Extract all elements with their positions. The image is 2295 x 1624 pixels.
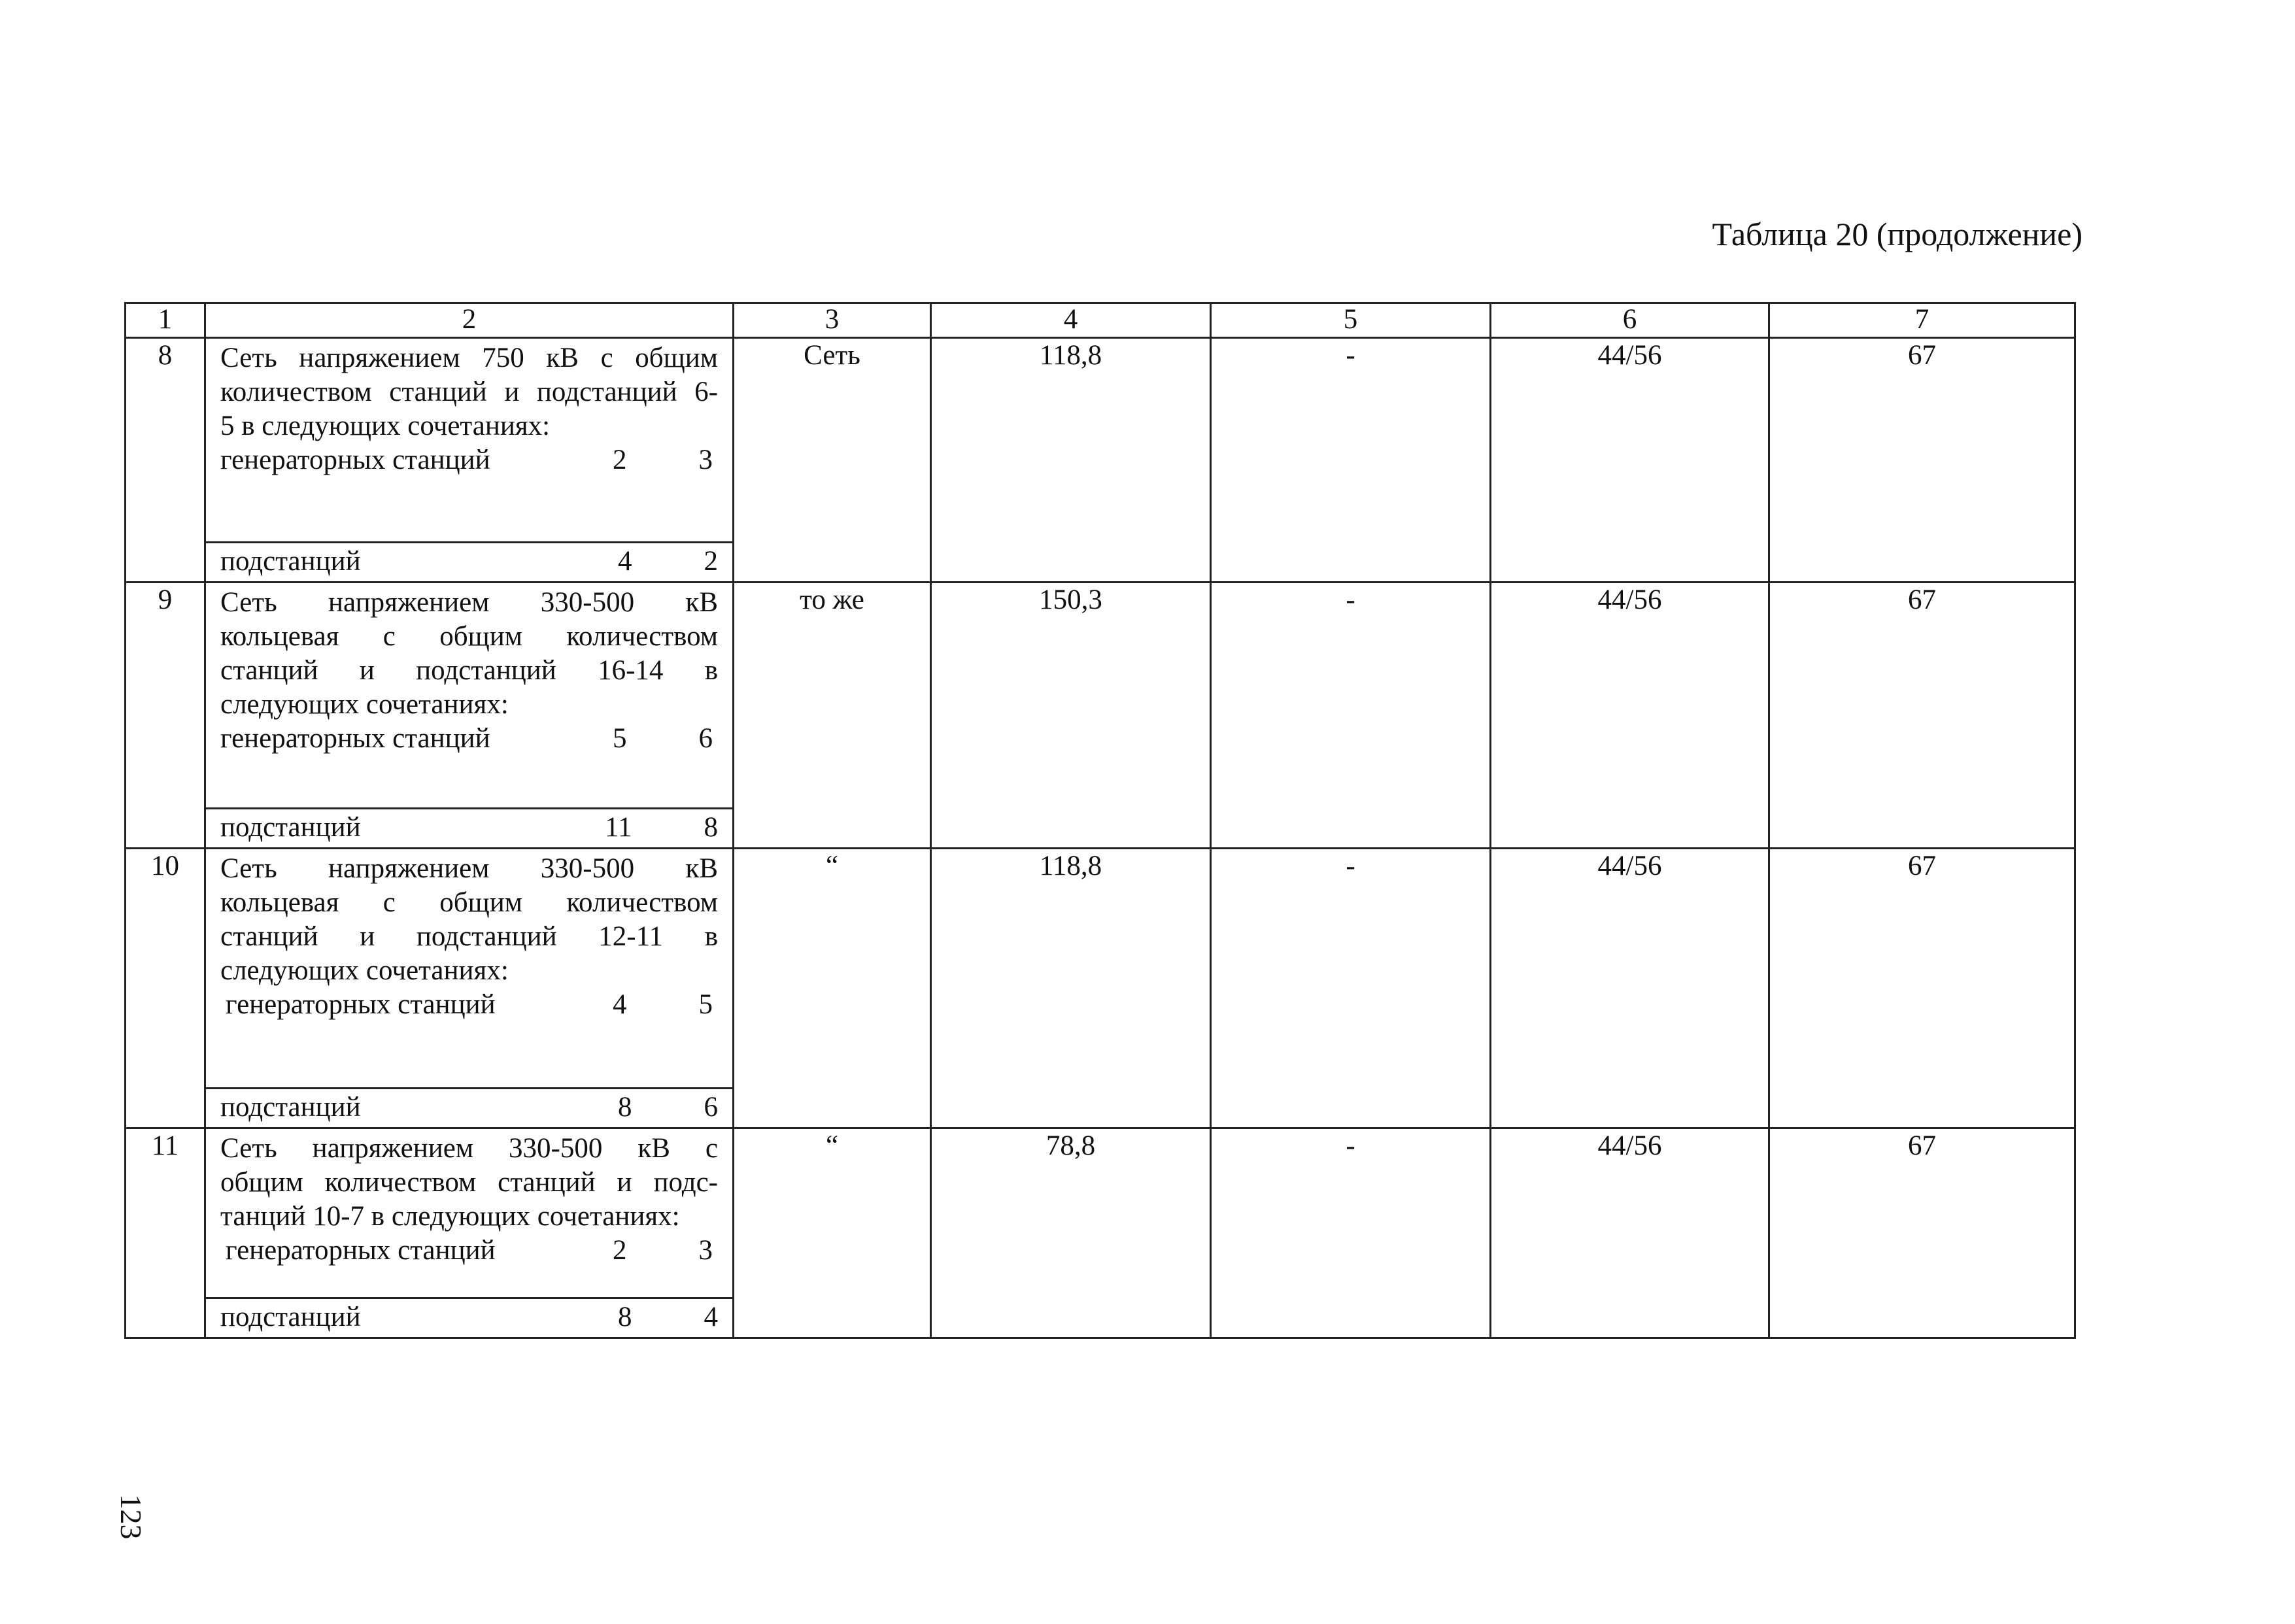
table-row xyxy=(126,1128,2075,1338)
header-col-5: 5 xyxy=(1211,303,1491,338)
header-col-7: 7 xyxy=(1769,303,2075,338)
cell-col-7: 67 xyxy=(1769,338,2075,583)
generator-combination xyxy=(220,722,718,756)
header-col-1: 1 xyxy=(126,303,205,338)
generator-combination xyxy=(220,443,718,477)
data-table xyxy=(124,302,2076,1339)
cell-col-5: - xyxy=(1211,338,1491,583)
page-number: 123 xyxy=(114,1494,148,1540)
row-number: 8 xyxy=(126,338,205,583)
substation-value-a: 4 xyxy=(618,546,632,577)
generator-value-b: 3 xyxy=(698,445,713,475)
header-row xyxy=(126,303,2075,338)
desc-line: станций и подстанций 16-14 в xyxy=(220,655,718,686)
cell-col-4: 118,8 xyxy=(931,849,1211,1128)
cell-col-7: 67 xyxy=(1769,849,2075,1128)
substation-label: подстанций xyxy=(220,1302,361,1332)
generator-label: генераторных станций xyxy=(220,723,490,754)
table-row xyxy=(126,338,2075,583)
generator-value-a: 2 xyxy=(613,445,627,475)
cell-col-3: то же xyxy=(734,583,931,849)
desc-line: кольцевая с общим количеством xyxy=(220,621,718,652)
generator-value-a: 2 xyxy=(613,1235,627,1266)
cell-col-6: 44/56 xyxy=(1491,338,1769,583)
header-col-4: 4 xyxy=(931,303,1211,338)
cell-col-4: 150,3 xyxy=(931,583,1211,849)
cell-col-5: - xyxy=(1211,1128,1491,1338)
substation-value-b: 8 xyxy=(704,812,718,843)
cell-col-7: 67 xyxy=(1769,1128,2075,1338)
header-col-6: 6 xyxy=(1491,303,1769,338)
row-number: 10 xyxy=(126,849,205,1128)
substation-label: подстанций xyxy=(220,812,361,843)
generator-label: генераторных станций xyxy=(226,989,496,1020)
table-caption: Таблица 20 (продолжение) xyxy=(1712,216,2082,252)
cell-col-3: “ xyxy=(734,849,931,1128)
desc-line: Сеть напряжением 330-500 кВ xyxy=(220,853,718,884)
generator-value-b: 5 xyxy=(698,989,713,1020)
desc-line: Сеть напряжением 330-500 кВ xyxy=(220,587,718,618)
substation-value-b: 6 xyxy=(704,1092,718,1123)
generator-value-b: 3 xyxy=(698,1235,713,1266)
substation-value-a: 11 xyxy=(605,812,632,843)
generator-combination xyxy=(220,1234,718,1268)
cell-col-6: 44/56 xyxy=(1491,1128,1769,1338)
desc-line: количеством станций и подстанций 6- xyxy=(220,377,718,407)
substation-value-a: 8 xyxy=(618,1092,632,1123)
desc-line: станций и подстанций 12-11 в xyxy=(220,921,718,952)
generator-label: генераторных станций xyxy=(226,1235,496,1266)
desc-line: кольцевая с общим количеством xyxy=(220,887,718,918)
generator-value-a: 5 xyxy=(613,723,627,754)
cell-col-5: - xyxy=(1211,849,1491,1128)
substation-combination xyxy=(206,541,732,581)
generator-combination xyxy=(220,988,718,1022)
desc-line: следующих сочетаниях: xyxy=(220,955,509,986)
cell-col-4: 118,8 xyxy=(931,338,1211,583)
substation-value-a: 8 xyxy=(618,1302,632,1332)
row-description xyxy=(205,849,734,1128)
row-description xyxy=(205,1128,734,1338)
row-description xyxy=(205,338,734,583)
substation-label: подстанций xyxy=(220,1092,361,1123)
table-row xyxy=(126,583,2075,849)
row-number: 9 xyxy=(126,583,205,849)
header-col-2: 2 xyxy=(205,303,734,338)
cell-col-3: “ xyxy=(734,1128,931,1338)
desc-line: общим количеством станций и подс- xyxy=(220,1167,718,1198)
desc-line: танций 10-7 в следующих сочетаниях: xyxy=(220,1201,680,1232)
row-number: 11 xyxy=(126,1128,205,1338)
row-description xyxy=(205,583,734,849)
substation-label: подстанций xyxy=(220,546,361,577)
desc-line: Сеть напряжением 750 кВ с общим xyxy=(220,343,718,373)
cell-col-6: 44/56 xyxy=(1491,849,1769,1128)
substation-combination xyxy=(206,1297,732,1337)
substation-combination xyxy=(206,807,732,847)
substation-combination xyxy=(206,1087,732,1127)
cell-col-5: - xyxy=(1211,583,1491,849)
cell-col-4: 78,8 xyxy=(931,1128,1211,1338)
generator-value-b: 6 xyxy=(698,723,713,754)
desc-line: Сеть напряжением 330-500 кВ с xyxy=(220,1133,718,1164)
desc-line: 5 в следующих сочетаниях: xyxy=(220,411,551,441)
desc-line: следующих сочетаниях: xyxy=(220,689,509,720)
cell-col-7: 67 xyxy=(1769,583,2075,849)
substation-value-b: 4 xyxy=(704,1302,718,1332)
generator-label: генераторных станций xyxy=(220,445,490,475)
cell-col-6: 44/56 xyxy=(1491,583,1769,849)
generator-value-a: 4 xyxy=(613,989,627,1020)
substation-value-b: 2 xyxy=(704,546,718,577)
cell-col-3: Сеть xyxy=(734,338,931,583)
header-col-3: 3 xyxy=(734,303,931,338)
table-row xyxy=(126,849,2075,1128)
